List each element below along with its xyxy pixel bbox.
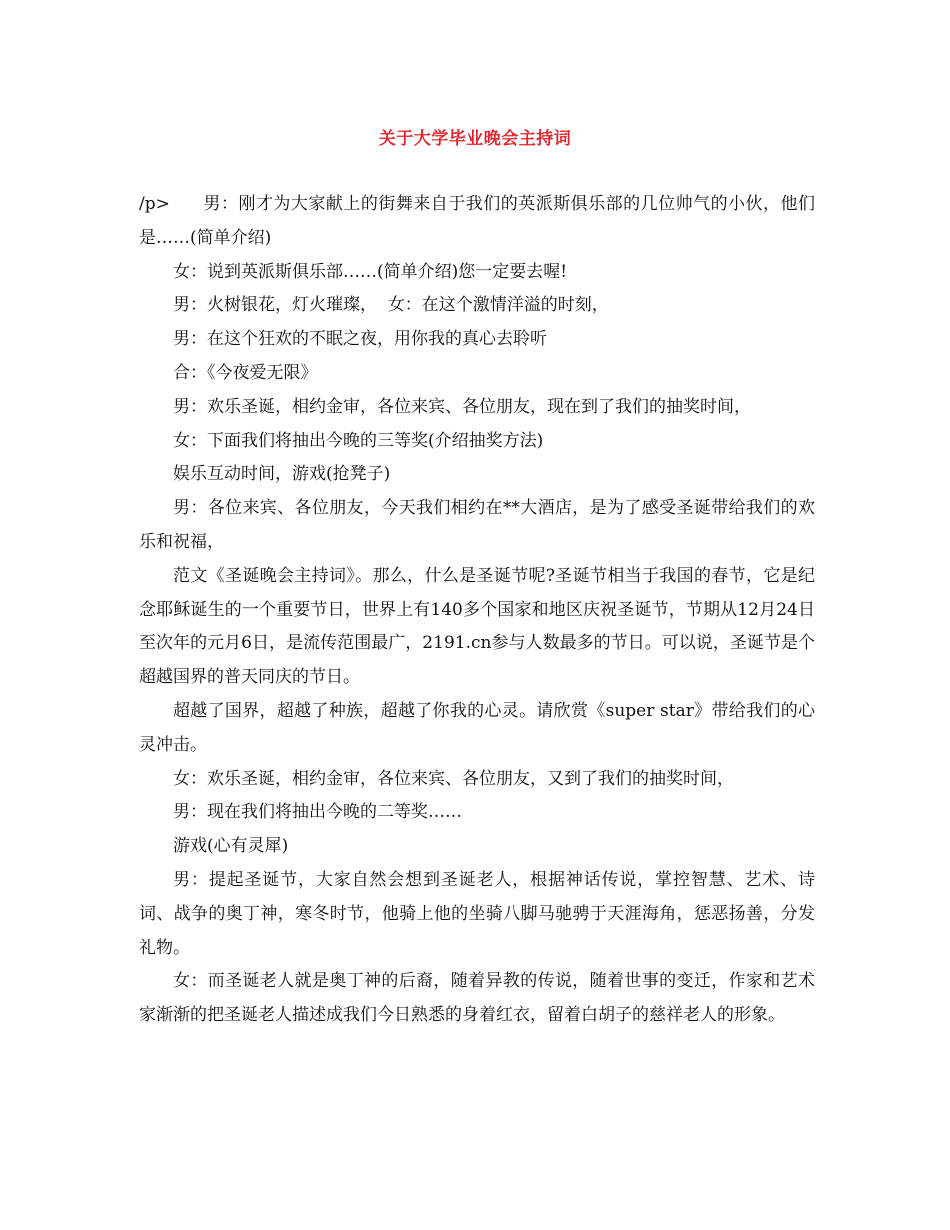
paragraph: 男：提起圣诞节，大家自然会想到圣诞老人，根据神话传说，掌控智慧、艺术、诗词、战争的奥丁神，寒冬时节，他骑上他的坐骑八脚马驰骋于天涯海角，惩恶扬善，分发礼物。 [139,869,815,958]
paragraph: 男：现在我们将抽出今晚的二等奖…… [173,802,462,823]
paragraph: 范文《圣诞晚会主持词》。那么，什么是圣诞节呢?圣诞节相当于我国的春节，它是纪念耶稣诞生的一个重要节日，世界上有140多个国家和地区庆祝圣诞节，节期从12月24日至次年的元月6日，是流传范围最广，2191.cn参与人数最多的节日。可以说，圣诞节是个超越国界的普天同庆的节日。 [139,565,815,688]
paragraph: 女：而圣诞老人就是奥丁神的后裔，随着异教的传说，随着世事的变迁，作家和艺术家渐渐的把圣诞老人描述成我们今日熟悉的身着红衣，留着白胡子的慈祥老人的形象。 [139,971,815,1026]
document-body [139,188,815,1033]
paragraph-lead-marker: /p> [139,194,170,214]
paragraph: 女：欢乐圣诞，相约金审，各位来宾、各位朋友，又到了我们的抽奖时间， [173,768,734,789]
paragraph: 男：火树银花，灯火璀璨， 女：在这个激情洋溢的时刻， [173,295,609,316]
paragraph [139,188,815,256]
paragraph: 男：各位来宾、各位朋友，今天我们相约在**大酒店，是为了感受圣诞带给我们的欢乐和祝福， [139,498,815,552]
paragraph: 男：欢乐圣诞，相约金审，各位来宾、各位朋友，现在到了我们的抽奖时间， [173,396,751,417]
paragraph-text: 男：刚才为大家献上的街舞来自于我们的英派斯俱乐部的几位帅气的小伙，他们是……(简单介绍) [139,194,815,248]
paragraph: 女：说到英派斯俱乐部……(简单介绍)您一定要去喔! [173,261,568,282]
paragraph: 女：下面我们将抽出今晚的三等奖(介绍抽奖方法) [173,430,544,451]
document-title: 关于大学毕业晚会主持词 [378,129,572,149]
paragraph: 男：在这个狂欢的不眠之夜，用你我的真心去聆听 [173,329,547,350]
paragraph: 合：《今夜爱无限》 [173,362,318,383]
paragraph: 超越了国界，超越了种族，超越了你我的心灵。请欣赏《super star》带给我们的心灵冲击。 [139,700,815,755]
paragraph: 娱乐互动时间，游戏(抢凳子) [173,464,391,485]
paragraph: 游戏(心有灵犀) [173,836,289,857]
